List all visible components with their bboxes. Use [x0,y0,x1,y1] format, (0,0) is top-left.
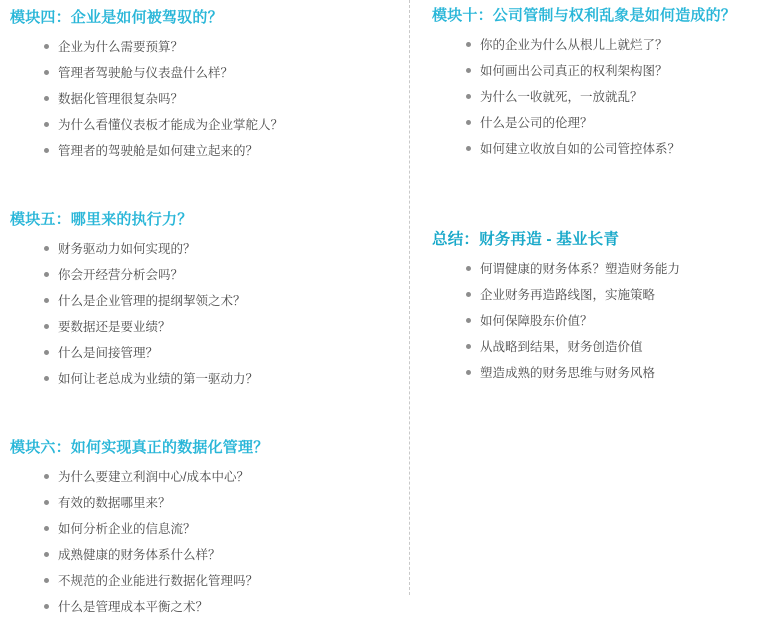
right-column [410,0,758,595]
list-item: 如何建立收放自如的公司管控体系？ [466,136,748,162]
list-item: 为什么一收就死，一放就乱？ [466,84,748,110]
list-item: 企业为什么需要预算？ [44,34,400,60]
section-item-list [10,236,400,392]
section-module-five [10,210,400,392]
section-title: 总结：财务再造 - 基业长青 [432,231,620,248]
list-item: 如何分析企业的信息流？ [44,516,400,542]
list-item: 什么是间接管理？ [44,340,400,366]
list-item: 如何画出公司真正的权利架构图？ [466,58,748,84]
list-item: 为什么看懂仪表板才能成为企业掌舵人？ [44,112,400,138]
list-item: 你的企业为什么从根儿上就烂了？ [466,32,748,58]
list-item: 不规范的企业能进行数据化管理吗？ [44,568,400,594]
list-item: 从战略到结果，财务创造价值 [466,334,748,360]
section-title: 模块五：哪里来的执行力？ [10,211,193,228]
section-title: 模块六：如何实现真正的数据化管理？ [10,439,269,456]
list-item: 为什么要建立利润中心/成本中心？ [44,464,400,490]
list-item: 如何让老总成为业绩的第一驱动力？ [44,366,400,392]
list-item: 成熟健康的财务体系什么样？ [44,542,400,568]
section-summary [432,230,748,386]
list-item: 何谓健康的财务体系？塑造财务能力 [466,256,748,282]
list-item: 有效的数据哪里来？ [44,490,400,516]
section-item-list [10,34,400,164]
section-item-list [10,464,400,620]
section-title: 模块十：公司管制与权利乱象是如何造成的？ [432,7,737,24]
list-item: 管理者驾驶舱与仪表盘什么样？ [44,60,400,86]
list-item: 什么是企业管理的提纲挈领之术？ [44,288,400,314]
section-module-four [10,8,400,164]
list-item: 什么是公司的伦理？ [466,110,748,136]
section-item-list [432,32,748,162]
section-title: 模块四：企业是如何被驾驭的？ [10,9,223,26]
list-item: 企业财务再造路线图，实施策略 [466,282,748,308]
list-item: 数据化管理很复杂吗？ [44,86,400,112]
list-item: 要数据还是要业绩？ [44,314,400,340]
section-item-list [432,256,748,386]
section-module-ten [432,6,748,162]
list-item: 财务驱动力如何实现的？ [44,236,400,262]
list-item: 你会开经营分析会吗？ [44,262,400,288]
section-module-six [10,438,400,620]
list-item: 塑造成熟的财务思维与财务风格 [466,360,748,386]
list-item: 如何保障股东价值？ [466,308,748,334]
list-item: 管理者的驾驶舱是如何建立起来的？ [44,138,400,164]
list-item: 什么是管理成本平衡之术？ [44,594,400,620]
